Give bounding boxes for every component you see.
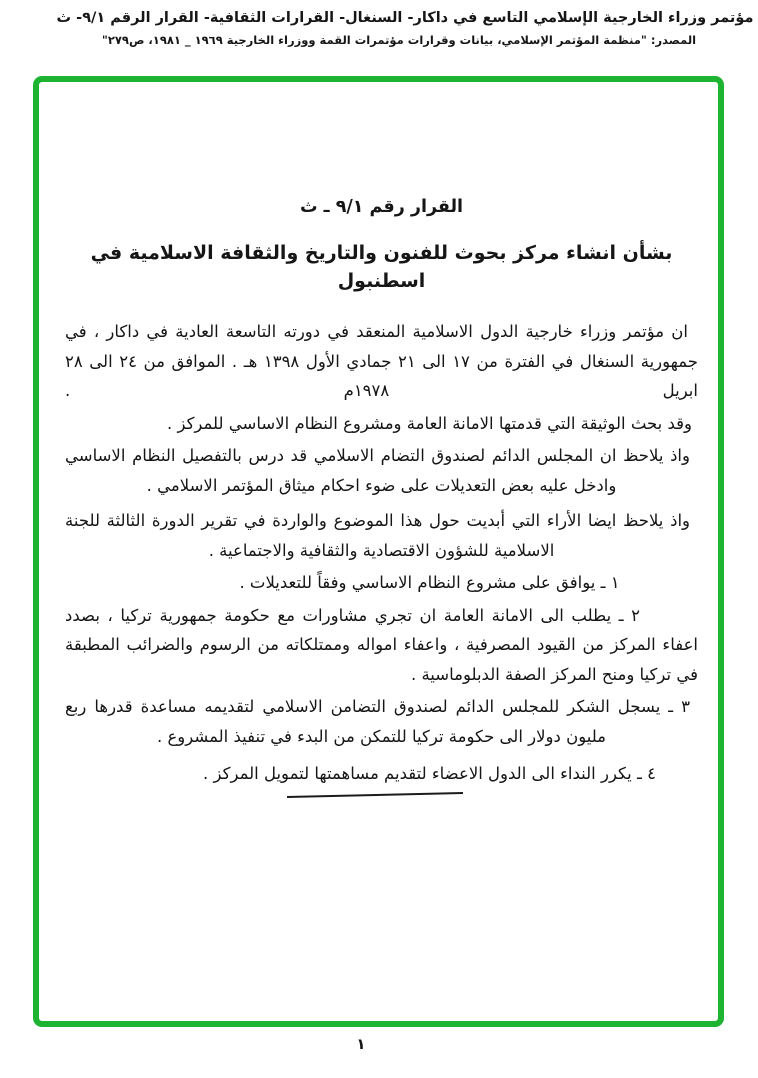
clause-2: ٢ ـ يطلب الى الامانة العامة ان تجري مشاورات مع حكومة جمهورية تركيا ، بصدد اعفاء المركز من القيود المصرفية ، واعفاء امواله وممتلكاته من الرسوم والضرائب المطبقة في تركيا ومنح المركز الصفة الدبلوماسية . [65,605,698,684]
clause-3: ٣ ـ يسجل الشكر للمجلس الدائم لصندوق التضامن الاسلامي لتقديمه مساعدة قدرها ربع مليون دولار الى حكومة تركيا للتمكن من البدء في تنفيذ المشروع . [65,697,690,746]
paragraph-preamble: ان مؤتمر وزراء خارجية الدول الاسلامية المنعقد في دورته التاسعة العادية في داكار ، في جمهورية السنغال في الفترة من ١٧ الى ٢١ جمادي الأول ١٣٩٨ هـ . الموافق من ٢٤ الى ٢٨ ابريل ١٩٧٨م . [65,322,699,400]
clause-1: ١ ـ يوافق على مشروع النظام الاساسي وفقاً للتعديلات . [239,573,620,592]
document-green-frame [33,76,724,1027]
resolution-subtitle: بشأن انشاء مركز بحوث للفنون والتاريخ والثقافة الاسلامية في اسطنبول [90,242,673,292]
page-footer [0,1034,758,1053]
resolution-body [65,317,698,789]
resolution-title: القرار رقم ٩/١ ـ ث [299,197,464,217]
header-source-title: مؤتمر وزراء الخارجية الإسلامي التاسع في داكار- السنغال- القرارات الثقافية- القرار الرقم ٩/١- ث [56,10,754,26]
paragraph-permanent-council: واذ يلاحظ ان المجلس الدائم لصندوق التضام الاسلامي قد درس بالتفصيل النظام الاساسي وادخل عليه بعض التعديلات على ضوء احكام ميثاق المؤتمر الاسلامي . [65,446,690,495]
page-number: ١ [356,1035,366,1053]
header-source-citation: المصدر: "منظمة المؤتمر الإسلامي، بيانات وقرارات مؤتمرات القمة ووزراء الخارجية ١٩٦٩ _ ١٩٨١، ص٢٧٩" [101,33,697,47]
page-header [0,10,758,47]
clause-4: ٤ ـ يكرر النداء الى الدول الاعضاء لتقديم مساهمتها لتمويل المركز . [203,764,656,783]
paragraph-document-review: وقد بحث الوثيقة التي قدمتها الامانة العامة ومشروع النظام الاساسي للمركز . [166,413,693,433]
document-content [39,194,718,789]
paragraph-committee-views: واذ يلاحظ ايضا الأراء التي أبديت حول هذا الموضوع والواردة في تقرير الدورة الثالثة للجنة الاسلامية للشؤون الاقتصادية والثقافية والاجتماعية . [65,511,690,560]
